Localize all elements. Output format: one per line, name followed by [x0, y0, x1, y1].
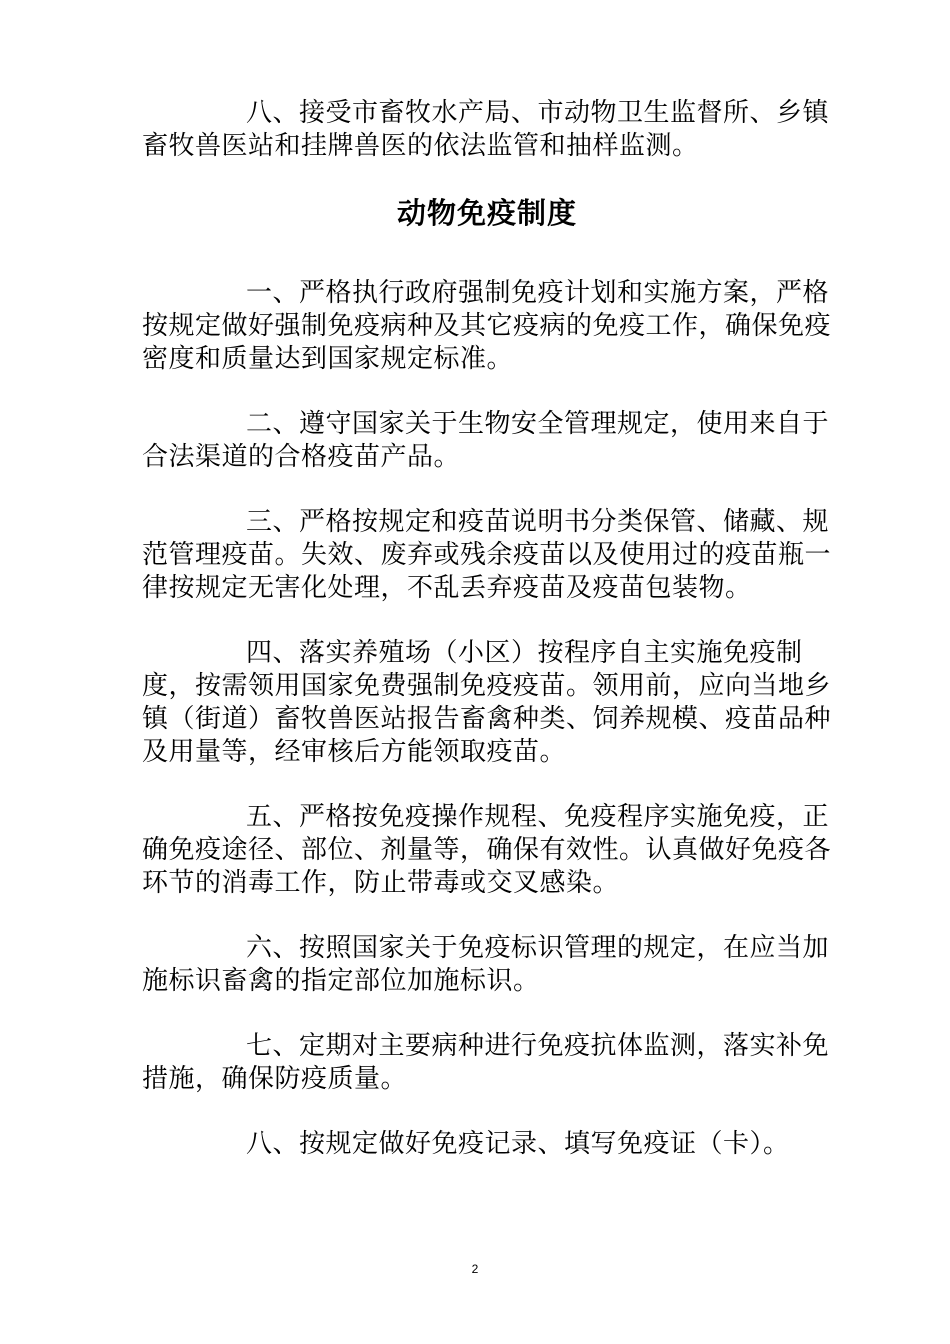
rule-item-3: 三、严格按规定和疫苗说明书分类保管、储藏、规范管理疫苗。失效、废弃或残余疫苗以及使用过的疫苗瓶一律按规定无害化处理，不乱丢弃疫苗及疫苗包装物。 — [142, 507, 832, 603]
page-number: 2 — [471, 1262, 479, 1276]
document-body — [142, 97, 832, 1193]
rule-item-2: 二、遵守国家关于生物安全管理规定，使用来自于合法渠道的合格疫苗产品。 — [142, 409, 830, 472]
rule-item-8: 八、按规定做好免疫记录、填写免疫证（卡）。 — [246, 1129, 790, 1159]
rule-item-5: 五、严格按免疫操作规程、免疫程序实施免疫，正确免疫途径、部位、剂量等，确保有效性。认真做好免疫各环节的消毒工作，防止带毒或交叉感染。 — [142, 802, 832, 898]
previous-section-item-8: 八、接受市畜牧水产局、市动物卫生监督所、乡镇畜牧兽医站和挂牌兽医的依法监管和抽样监测。 — [142, 98, 830, 161]
section-title: 动物免疫制度 — [396, 196, 577, 230]
rule-item-6: 六、按照国家关于免疫标识管理的规定，在应当加施标识畜禽的指定部位加施标识。 — [142, 933, 830, 996]
rule-item-7: 七、定期对主要病种进行免疫抗体监测，落实补免措施，确保防疫质量。 — [142, 1031, 830, 1094]
rule-item-4: 四、落实养殖场（小区）按程序自主实施免疫制度，按需领用国家免费强制免疫疫苗。领用前，应向当地乡镇（街道）畜牧兽医站报告畜禽种类、饲养规模、疫苗品种及用量等，经审核后方能领取疫苗。 — [142, 638, 832, 767]
rule-item-1: 一、严格执行政府强制免疫计划和实施方案，严格按规定做好强制免疫病种及其它疫病的免疫工作，确保免疫密度和质量达到国家规定标准。 — [142, 278, 832, 374]
